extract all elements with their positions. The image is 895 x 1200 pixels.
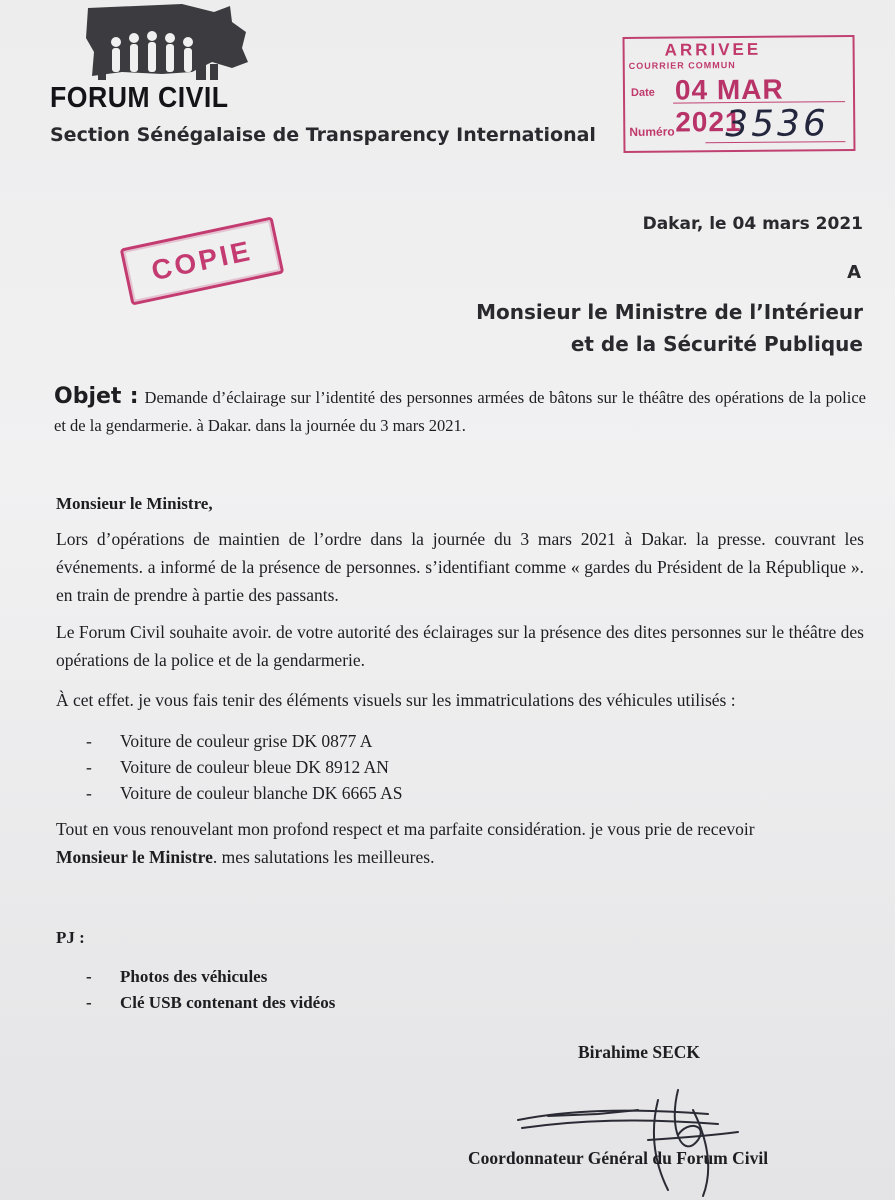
stamp-date: 04 MAR 2021 <box>674 73 784 138</box>
brand-name: FORUM CIVIL <box>50 82 229 114</box>
brand-subtitle: Section Sénégalaise de Transparency International <box>50 124 596 146</box>
closing-paragraph: Tout en vous renouvelant mon profond respect et ma parfaite considération. je vous prie de recevoir Monsieur le Ministre. mes salutations les meilleures. <box>56 819 755 867</box>
stamp-number: 3536 <box>725 103 830 146</box>
copy-stamp: COPIE <box>120 216 285 305</box>
recipient-line-2: et de la Sécurité Publique <box>570 332 863 356</box>
list-item: - Voiture de couleur bleue DK 8912 AN <box>86 757 389 777</box>
salutation: Monsieur le Ministre, <box>56 494 213 513</box>
list-item: - Voiture de couleur blanche DK 6665 AS <box>86 783 403 803</box>
attachments-label: PJ : <box>56 928 85 947</box>
attachments-list <box>86 964 335 1016</box>
stamp-number-label: Numéro <box>629 124 675 139</box>
forum-civil-logo <box>82 2 252 84</box>
stamp-title: ARRIVEE <box>664 39 762 60</box>
body-paragraph: À cet effet. je vous fais tenir des éléments visuels sur les immatriculations des véhicules utilisés : <box>56 690 736 710</box>
stamp-date-label: Date <box>630 86 655 99</box>
list-item: - Voiture de couleur grise DK 0877 A <box>86 731 373 751</box>
recipient-line-1: Monsieur le Ministre de l’Intérieur <box>476 300 863 324</box>
body-paragraph: Lors d’opérations de maintien de l’ordre dans la journée du 3 mars 2021 à Dakar. la presse. couvrant les événements. a informé de la présence de personnes. s’identifiant comme « gardes du Président de la République ». en train de prendre à partie des passants. <box>56 529 864 605</box>
list-item: - Photos des véhicules <box>86 967 268 986</box>
recipient-prefix: A <box>847 262 861 283</box>
signatory-title: Coordonnateur Général du Forum Civil <box>468 1148 769 1168</box>
signatory-name: Birahime SECK <box>578 1042 701 1062</box>
vehicle-list <box>86 728 403 806</box>
subject-block <box>54 383 866 440</box>
subject-text: Demande d’éclairage sur l’identité des personnes armées de bâtons sur le théâtre des opérations de la police et de la gendarmerie. à Dakar. dans la journée du 3 mars 2021. <box>54 388 866 435</box>
body-paragraph: Le Forum Civil souhaite avoir. de votre autorité des éclairages sur la présence des dites personnes sur le théâtre des opérations de la police et de la gendarmerie. <box>56 622 864 670</box>
dateline: Dakar, le 04 mars 2021 <box>642 214 863 234</box>
arrival-stamp <box>622 35 855 153</box>
subject-label: Objet : <box>54 384 139 409</box>
list-item: - Clé USB contenant des vidéos <box>86 993 336 1012</box>
handwritten-signature <box>508 1080 758 1200</box>
stamp-subtitle: COURRIER COMMUN <box>628 60 736 71</box>
